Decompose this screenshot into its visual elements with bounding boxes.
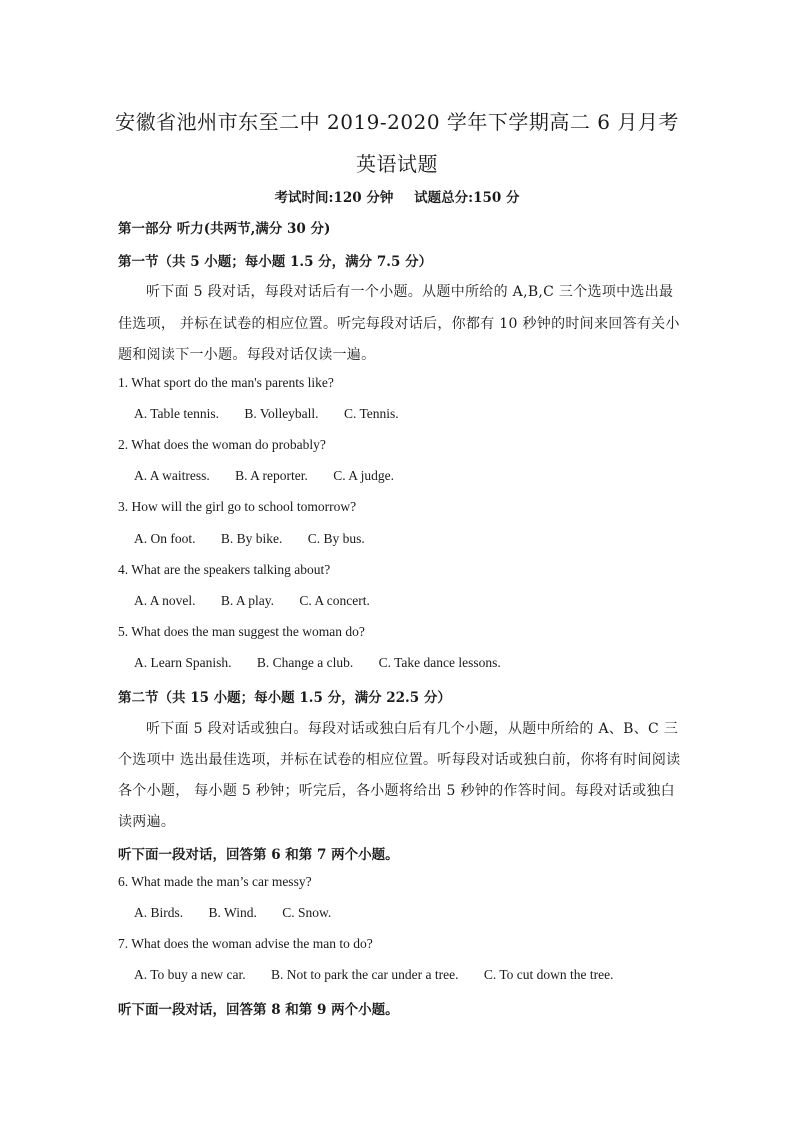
option: A. Learn Spanish.	[134, 655, 232, 670]
section2-instruction-line: 听下面 5 段对话或独白。每段对话或独白后有几个小题，从题中所给的 A、B、C 三	[146, 721, 679, 737]
section1-instruction-line: 佳选项， 并标在试卷的相应位置。听完每段对话后，你都有 10 秒钟的时间来回答有关小	[118, 316, 680, 332]
option: A. On foot.	[134, 531, 196, 546]
options	[134, 406, 421, 422]
exam-subject: 英语试题	[356, 152, 438, 176]
option: C. Tennis.	[343, 406, 399, 421]
exam-title: 安徽省池州市东至二中 2019-2020 学年下学期高二 6 月月考	[115, 110, 679, 134]
section1-instruction-line: 题和阅读下一小题。每段对话仅读一遍。	[118, 347, 376, 363]
option: C. A concert.	[299, 593, 370, 608]
question: 1. What sport do the man's parents like?	[118, 375, 334, 390]
section2-instruction-line: 各个小题， 每小题 5 秒钟；听完后，各小题将给出 5 秒钟的作答时间。每段对话或独白	[118, 783, 675, 799]
total-score: 试题总分:150 分	[414, 190, 520, 206]
options	[134, 655, 523, 671]
option: A. To buy a new car.	[134, 967, 246, 982]
options	[134, 905, 353, 921]
question: 4. What are the speakers talking about?	[118, 562, 331, 577]
section1-heading: 第一节（共 5 小题；每小题 1.5 分，满分 7.5 分）	[118, 254, 433, 270]
options	[134, 593, 392, 609]
section2-instruction-line: 读两遍。	[118, 814, 176, 830]
question: 2. What does the woman do probably?	[118, 437, 326, 452]
part1-heading: 第一部分 听力(共两节,满分 30 分)	[118, 221, 331, 237]
option: C. Take dance lessons.	[378, 655, 501, 670]
section1-instruction-line: 听下面 5 段对话，每段对话后有一个小题。从题中所给的 A,B,C 三个选项中选出最	[146, 284, 674, 300]
question: 6. What made the man’s car messy?	[118, 874, 312, 889]
option: B. A reporter.	[235, 468, 308, 483]
exam-time: 考试时间:120 分钟	[274, 190, 394, 206]
question: 7. What does the woman advise the man to do?	[118, 936, 373, 951]
option: A. Table tennis.	[134, 406, 220, 421]
options	[134, 468, 416, 484]
option: B. Volleyball.	[244, 406, 319, 421]
option: B. Not to park the car under a tree.	[271, 967, 459, 982]
exam-meta	[0, 186, 794, 206]
option: C. By bus.	[307, 531, 365, 546]
dialogue-group-heading: 听下面一段对话，回答第 6 和第 7 两个小题。	[118, 847, 399, 863]
option: C. Snow.	[282, 905, 332, 920]
option: B. By bike.	[220, 531, 283, 546]
option: C. A judge.	[333, 468, 395, 483]
option: B. Wind.	[208, 905, 257, 920]
section2-heading: 第二节（共 15 小题；每小题 1.5 分，满分 22.5 分）	[118, 690, 451, 706]
question: 3. How will the girl go to school tomorrow?	[118, 499, 357, 514]
options	[134, 531, 387, 547]
option: A. A novel.	[134, 593, 196, 608]
option: C. To cut down the tree.	[483, 967, 614, 982]
option: A. A waitress.	[134, 468, 210, 483]
option: B. A play.	[220, 593, 275, 608]
question: 5. What does the man suggest the woman do?	[118, 624, 365, 639]
option: B. Change a club.	[256, 655, 354, 670]
option: A. Birds.	[134, 905, 184, 920]
dialogue-group-heading: 听下面一段对话，回答第 8 和第 9 两个小题。	[118, 1002, 399, 1018]
section2-instruction-line: 个选项中 选出最佳选项，并标在试卷的相应位置。听每段对话或独白前，你将有时间阅读	[118, 752, 681, 768]
options	[134, 967, 636, 983]
